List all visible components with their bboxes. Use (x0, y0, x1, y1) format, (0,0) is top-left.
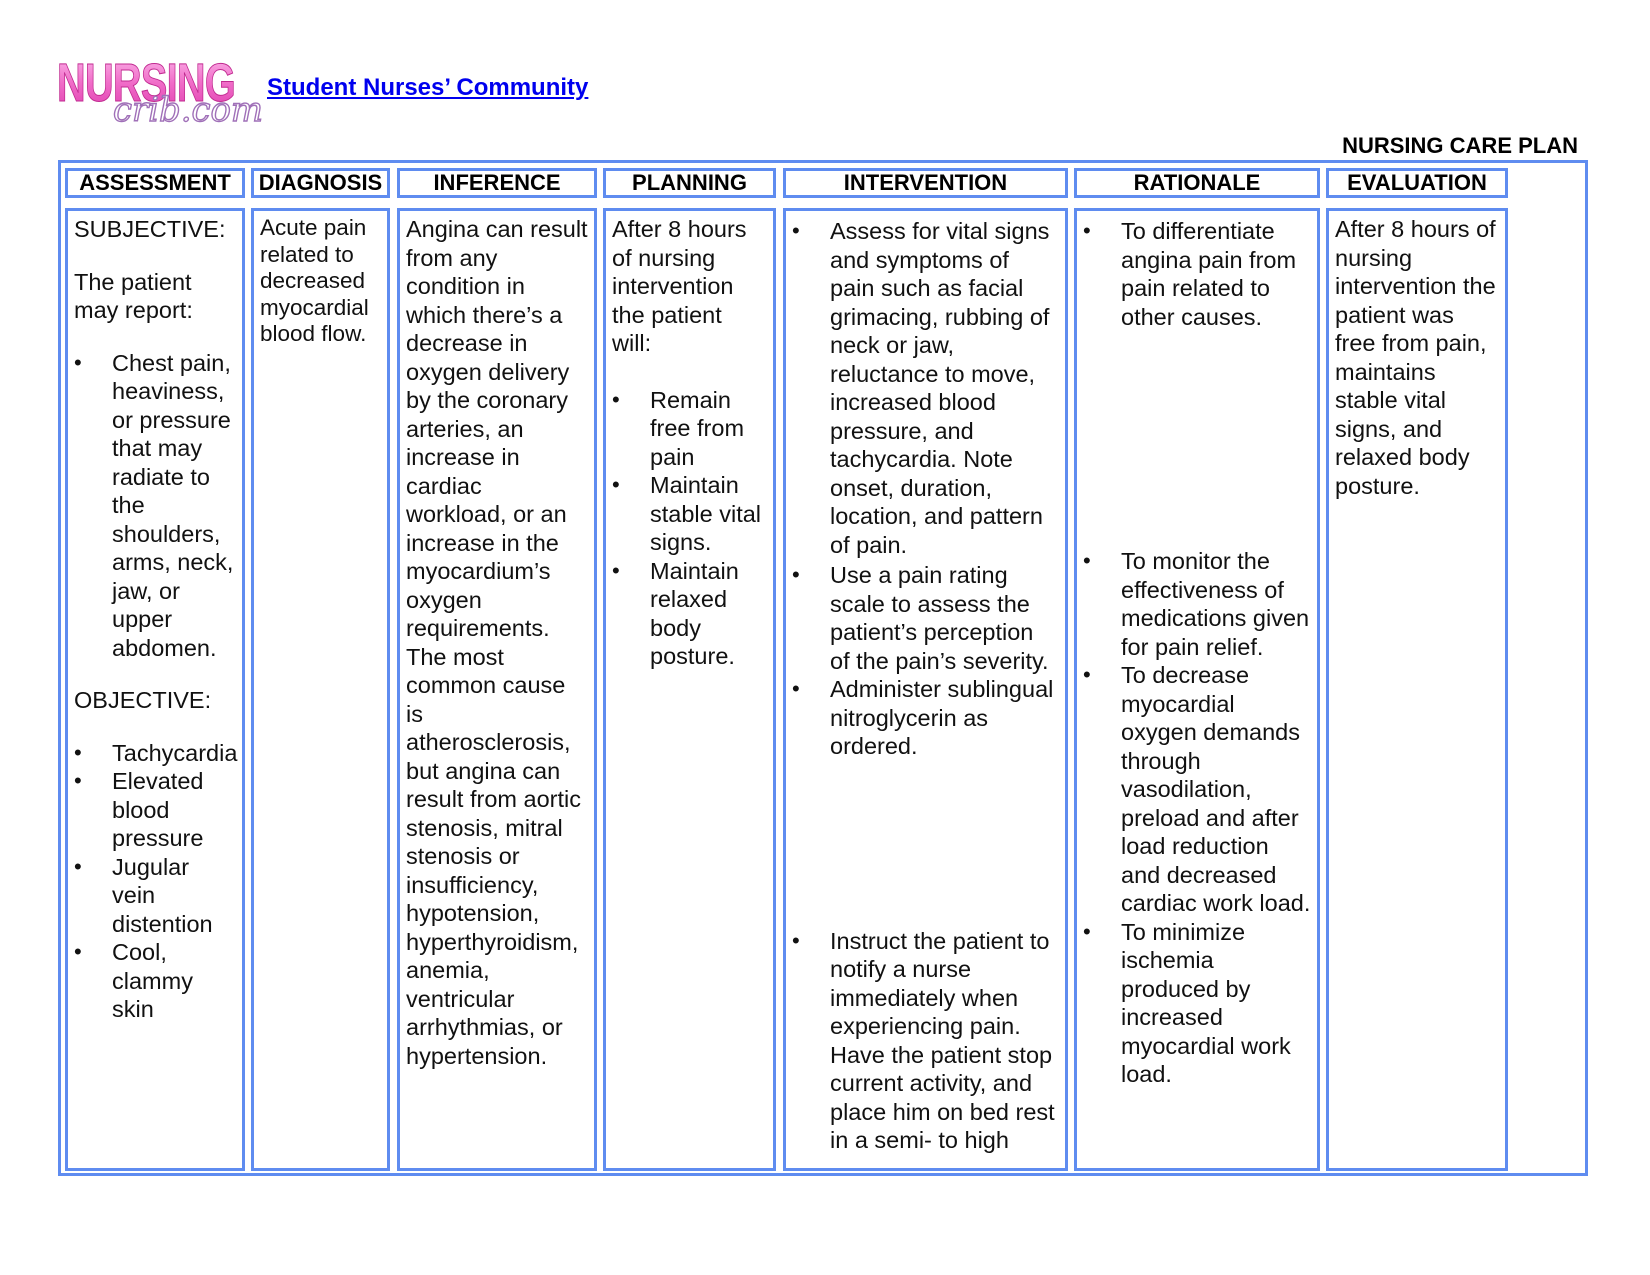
intervention-header: INTERVENTION (783, 168, 1068, 198)
intervention-item: • Instruct the patient to notify a nurse immediately when experiencing pain. Have the patient stop current activity, and place him on bed rest in a semi- to high (792, 927, 1059, 1155)
evaluation-header: EVALUATION (1326, 168, 1508, 198)
rationale-item: • To decrease myocardial oxygen demands through vasodilation, preload and after load reduction and decreased cardiac work load. (1083, 661, 1311, 918)
planning-goal: • Maintain relaxed body posture. (612, 557, 767, 671)
objective-item: • Cool, clammy skin (74, 938, 236, 1024)
planning-cell (603, 208, 776, 1171)
subjective-item: • Chest pain, heaviness, or pressure that may radiate to the shoulders, arms, neck, jaw, or upper abdomen. (74, 349, 236, 663)
document-title: NURSING CARE PLAN (1342, 133, 1578, 158)
rationale-item: • To differentiate angina pain from pain related to other causes. (1083, 217, 1311, 331)
objective-item: • Jugular vein distention (74, 853, 236, 939)
diagnosis-cell (251, 208, 390, 1171)
care-plan-table (58, 160, 1588, 1176)
assessment-cell (65, 208, 245, 1171)
svg-text:crib.com: crib.com (113, 90, 263, 127)
nursingcrib-logo[interactable] (55, 55, 270, 127)
rationale-cell (1074, 208, 1320, 1171)
diagnosis-header: DIAGNOSIS (251, 168, 390, 198)
svg-text:NURSING: NURSING (57, 55, 235, 113)
planning-goal: • Remain free from pain (612, 386, 767, 472)
planning-header: PLANNING (603, 168, 776, 198)
subjective-label: SUBJECTIVE: (74, 216, 226, 242)
intervention-item: • Use a pain rating scale to assess the patient’s perception of the pain’s severity. (792, 561, 1059, 675)
objective-item: • Elevated blood pressure (74, 767, 236, 853)
rationale-item: • To monitor the effectiveness of medications given for pain relief. (1083, 547, 1311, 661)
objective-label: OBJECTIVE: (74, 687, 212, 713)
intervention-item: • Administer sublingual nitroglycerin as ordered. (792, 675, 1059, 761)
intervention-cell (783, 208, 1068, 1171)
evaluation-text: After 8 hours of nursing intervention the patient was free from pain, maintains stable vital signs, and relaxed body posture. (1335, 216, 1496, 499)
subjective-intro: The patient may report: (74, 268, 193, 323)
student-nurses-community-link[interactable]: Student Nurses’ Community (267, 74, 589, 101)
inference-cell (397, 208, 597, 1171)
inference-header: INFERENCE (397, 168, 597, 198)
diagnosis-text: Acute pain related to decreased myocardial blood flow. (260, 215, 369, 346)
rationale-item: • To minimize ischemia produced by increased myocardial work load. (1083, 918, 1311, 1089)
inference-text: Angina can result from any condition in which there’s a decrease in oxygen delivery by the coronary arteries, an increase in cardiac workload, or an increase in the myocardium’s oxygen requirements. The most common cause is atherosclerosis, but angina can result from aortic stenosis, mitral stenosis or insufficiency, hypotension, hyperthyroidism, anemia, ventricular arrhythmias, or hypertension. (406, 216, 588, 1069)
intervention-item: • Assess for vital signs and symptoms of pain such as facial grimacing, rubbing of neck or jaw, reluctance to move, increased blood pressure, and tachycardia. Note onset, duration, location, and pattern of pain. (792, 217, 1059, 559)
objective-item: • Tachycardia (74, 739, 236, 768)
rationale-header: RATIONALE (1074, 168, 1320, 198)
planning-intro: After 8 hours of nursing intervention the patient will: (612, 216, 747, 356)
planning-goal: • Maintain stable vital signs. (612, 471, 767, 557)
evaluation-cell (1326, 208, 1508, 1171)
assessment-header: ASSESSMENT (65, 168, 245, 198)
